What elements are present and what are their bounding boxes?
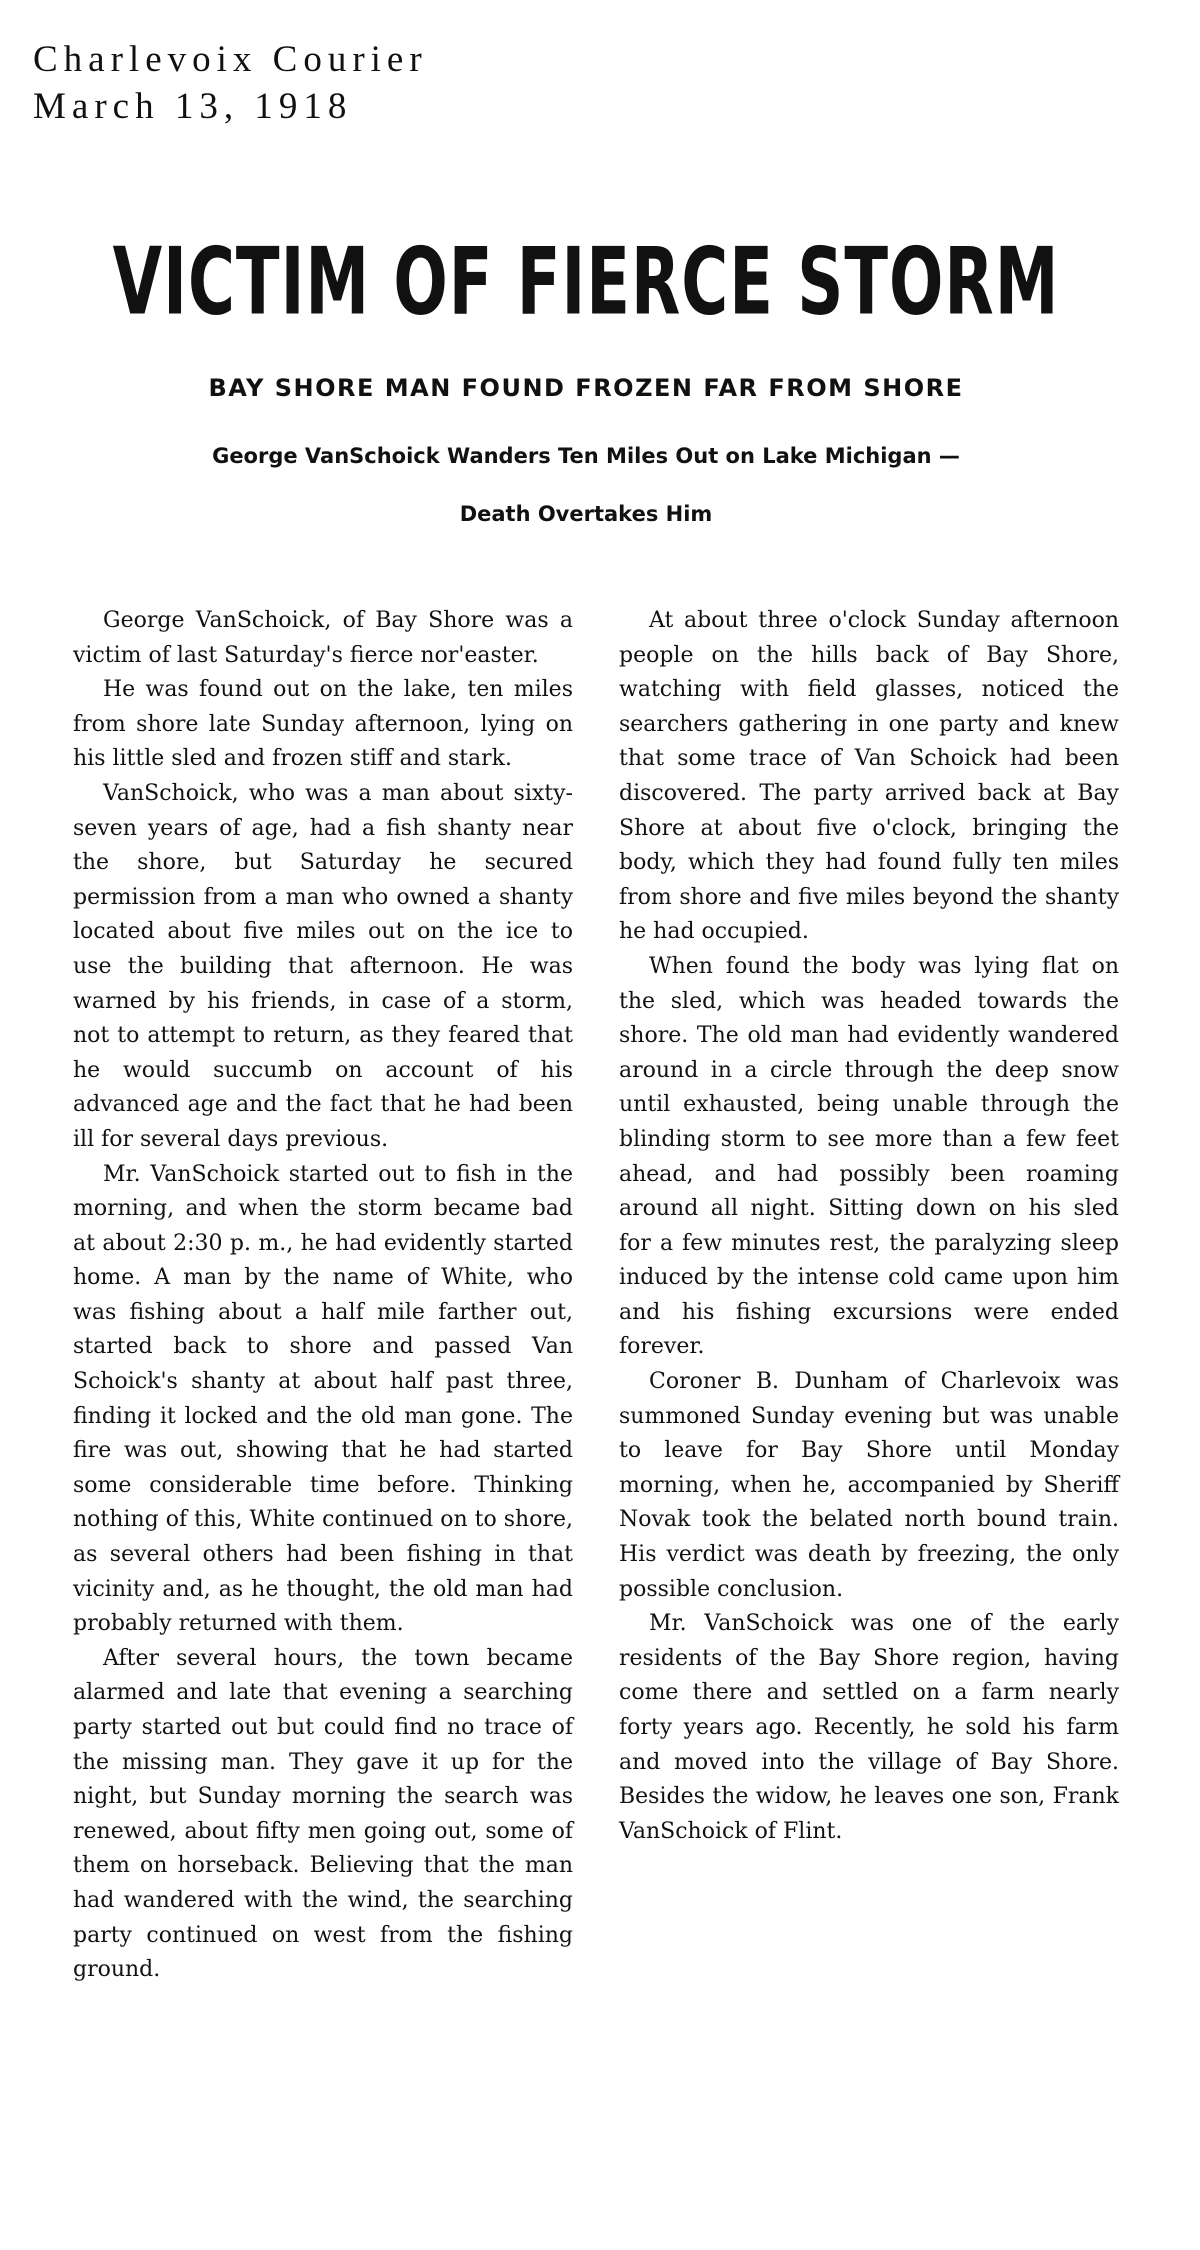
- article-paragraph: George VanSchoick, of Bay Shore was a victim of last Saturday's fierce nor'easter.: [73, 608, 573, 668]
- article-paragraph: Mr. VanSchoick was one of the early residents of the Bay Shore region, having come there and settled on a farm nearly forty years ago. Recently, he sold his farm and moved into the village of Bay Shore. Besides the widow, he leaves one son, Frank VanSchoick of Flint.: [619, 1611, 1119, 1844]
- publication-date: March 13, 1918: [33, 86, 353, 127]
- publication-name: Charlevoix Courier: [33, 39, 428, 80]
- article-column-left: [73, 604, 573, 1988]
- article-paragraph: At about three o'clock Sunday afternoon people on the hills back of Bay Shore, watching with field glasses, noticed the searchers gathering in one party and knew that some trace of Van Schoick had been discovered. The party arrived back at Bay Shore at about five o'clock, bringing the body, which they had found fully ten miles from shore and five miles beyond the shanty he had occupied.: [619, 608, 1119, 945]
- article-paragraph: VanSchoick, who was a man about sixty-seven years of age, had a fish shanty near the shore, but Saturday he secured permission from a man who owned a shanty located about five miles out on the ice to use the building that afternoon. He was warned by his friends, in case of a storm, not to attempt to return, as they feared that he would succumb on account of his advanced age and the fact that he had been ill for several days previous.: [73, 780, 573, 1152]
- source-citation: [33, 36, 428, 130]
- article-paragraph: When found the body was lying flat on the sled, which was headed towards the shore. The old man had evidently wandered around in a circle through the deep snow until exhausted, being unable through the blinding storm to see more than a few feet ahead, and had possibly been roaming around all night. Sitting down on his sled for a few minutes rest, the paralyzing sleep induced by the intense cold came upon him and his fishing excursions were ended forever.: [619, 953, 1119, 1360]
- article-paragraph: Mr. VanSchoick started out to fish in the morning, and when the storm became bad at about 2:30 p. m., he had evidently started home. A man by the name of White, who was fishing about a half mile farther out, started back to shore and passed Van Schoick's shanty at about half past three, finding it locked and the old man gone. The fire was out, showing that he had started some considerable time before. Thinking nothing of this, White continued on to shore, as several others had been fishing in that vicinity and, as he thought, the old man had probably returned with them.: [73, 1161, 573, 1637]
- subheadline-deck-continued: Death Overtakes Him: [459, 502, 713, 526]
- article-paragraph: Coroner B. Dunham of Charlevoix was summoned Sunday evening but was unable to leave for Bay Shore until Monday morning, when he, accompanied by Sheriff Novak took the belated north bound train. His verdict was death by freezing, the only possible conclusion.: [619, 1369, 1119, 1602]
- article-paragraph: He was found out on the lake, ten miles from shore late Sunday afternoon, lying on his little sled and frozen stiff and stark.: [73, 677, 573, 772]
- subheadline-deck: George VanSchoick Wanders Ten Miles Out on Lake Michigan —: [212, 444, 960, 468]
- subheadline-primary: BAY SHORE MAN FOUND FROZEN FAR FROM SHORE: [208, 374, 964, 402]
- article-paragraph: After several hours, the town became alarmed and late that evening a searching party started out but could find no trace of the missing man. They gave it up for the night, but Sunday morning the search was renewed, about fifty men going out, some of them on horseback. Believing that the man had wandered with the wind, the searching party continued on west from the fishing ground.: [73, 1645, 573, 1983]
- headline: VICTIM OF FIERCE STORM: [112, 229, 1060, 337]
- article-column-right: [619, 604, 1119, 1849]
